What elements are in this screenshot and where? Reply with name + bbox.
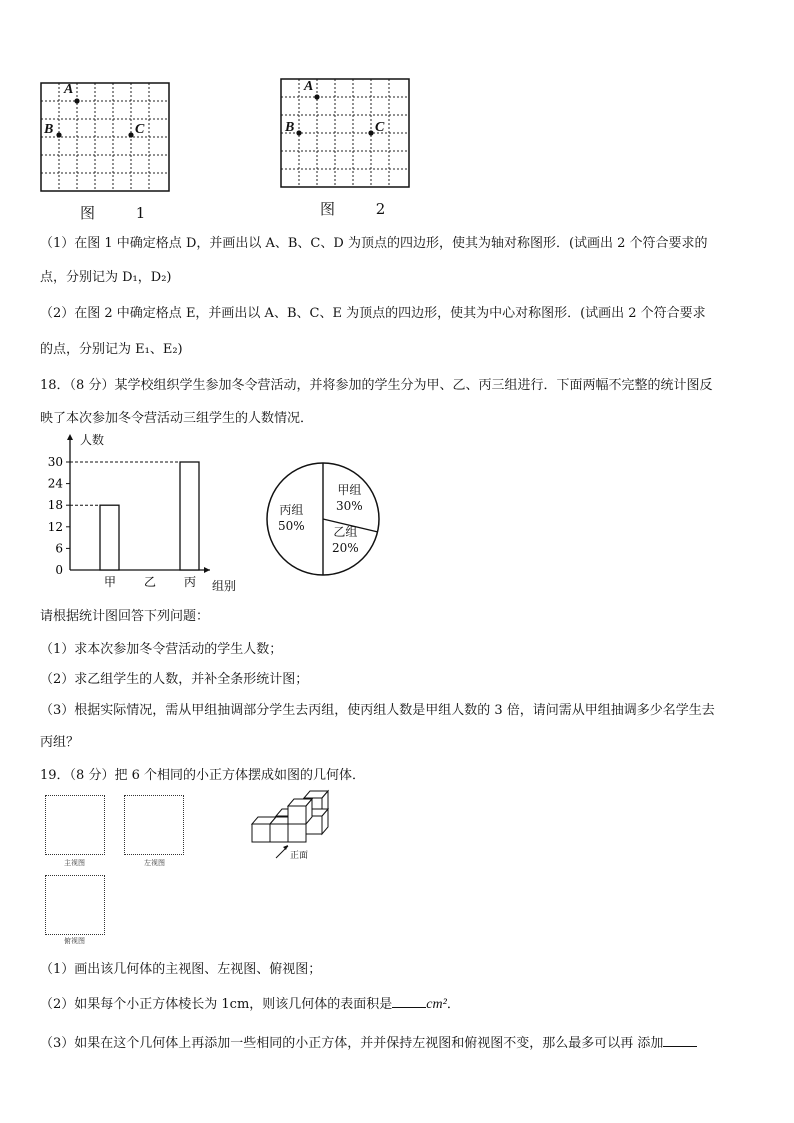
q18-sub1: （1）求本次参加冬令营活动的学生人数； (40, 642, 283, 657)
front-view-caption: 主视图 (64, 859, 85, 867)
bar-y-tick-label-1: 6 (55, 541, 63, 556)
q17-part2-line1: （2）在图 2 中确定格点 E，并画出以 A、B、C、E 为顶点的四边形，使其为中心对称图形．(试画出 2 个符合要求 (40, 306, 706, 321)
bar-chart (40, 430, 260, 595)
figure-2-caption: 图 2 (320, 200, 404, 218)
figure-1-grid (40, 82, 172, 194)
q19-sub3 (40, 1032, 697, 1051)
q17-part1-line2: 点，分别记为 D₁，D₂) (40, 270, 172, 285)
bar-chart-ylabel: 人数 (80, 433, 105, 447)
fig1-label-c: C (135, 122, 145, 137)
figure-2-grid (280, 78, 412, 190)
bar-0 (100, 505, 119, 570)
q18-sub2: （2）求乙组学生的人数，并补全条形统计图； (40, 672, 309, 687)
q18-stem-line1: 18．（8 分）某学校组织学生参加冬令营活动，并将参加的学生分为甲、乙、丙三组进行．下面两幅不完整的统计图反 (40, 378, 713, 393)
max-cubes-blank[interactable] (663, 1034, 697, 1047)
left-view-box (124, 795, 184, 855)
top-view-caption: 俯视图 (64, 937, 85, 945)
pie-slice-yi (332, 524, 359, 556)
top-view-box (45, 875, 105, 935)
fig1-label-b: B (44, 122, 54, 137)
pie-slice-jia-name: 甲组 (337, 483, 362, 497)
bar-x-arrow (204, 567, 210, 573)
q19-sub1: （1）画出该几何体的主视图、左视图、俯视图； (40, 962, 322, 977)
bar-2 (180, 462, 199, 570)
bar-y-tick-label-3: 18 (47, 498, 63, 513)
left-view-caption: 左视图 (144, 859, 165, 867)
bar-y-tick-label-0: 0 (55, 563, 63, 577)
pie-slice-bing-name: 丙组 (279, 503, 304, 517)
pie-slice-jia-value: 30% (336, 499, 363, 513)
bar-y-tick-label-4: 24 (47, 476, 63, 491)
q19-sub2-end: ． (446, 997, 460, 1012)
fig2-label-c: C (375, 120, 385, 135)
q18-prompt: 请根据统计图回答下列问题： (40, 609, 210, 624)
fig2-label-b: B (285, 120, 295, 135)
pie-slice-bing-value: 50% (278, 519, 305, 533)
q17-part2-line2: 的点，分别记为 E₁、E₂) (40, 342, 183, 357)
pie-slice-yi-value: 20% (332, 541, 359, 555)
q19-sub2-unit: cm² (426, 997, 447, 1012)
pie-slice-yi-name: 乙组 (333, 525, 358, 539)
pie-slice-bing (278, 502, 305, 534)
q19-stem: 19．（8 分）把 6 个相同的小正方体摆成如图的几何体． (40, 768, 365, 783)
bar-x-label-0: 甲 (103, 575, 117, 589)
q18-stem-line2: 映了本次参加冬令营活动三组学生的人数情况． (40, 411, 314, 426)
bar-y-tick-label-2: 12 (47, 519, 63, 534)
front-view-box (45, 795, 105, 855)
q17-part1-line1: （1）在图 1 中确定格点 D，并画出以 A、B、C、D 为顶点的四边形，使其为轴对称图形．(试画出 2 个符合要求的 (40, 236, 708, 251)
q19-sub3-text: （3）如果在这个几何体上再添加一些相同的小正方体，并并保持左视图和俯视图不变，那么最多可以再 添加 (40, 1036, 664, 1051)
q19-sub2-text: （2）如果每个小正方体棱长为 1cm，则该几何体的表面积是 (40, 997, 393, 1012)
bar-y-arrow (67, 434, 73, 440)
bar-y-tick-label-5: 30 (47, 455, 63, 469)
q18-sub3-line1: （3）根据实际情况，需从甲组抽调部分学生去丙组，使丙组人数是甲组人数的 3 倍，请问需从甲组抽调多少名学生去 (40, 703, 715, 718)
front-direction-label: 正面 (290, 851, 309, 861)
bar-x-label-1: 乙 (143, 575, 157, 589)
fig2-label-a: A (304, 79, 314, 94)
fig1-label-a: A (64, 82, 74, 97)
figure-1-caption: 图 1 (80, 204, 164, 222)
q19-sub2 (40, 993, 460, 1013)
bar-x-label-2: 丙 (183, 575, 197, 589)
pie-slice-jia (336, 482, 363, 514)
q18-sub3-line2: 丙组？ (40, 735, 80, 750)
surface-area-blank[interactable] (392, 995, 426, 1008)
bar-chart-xlabel: 组别 (212, 579, 237, 593)
